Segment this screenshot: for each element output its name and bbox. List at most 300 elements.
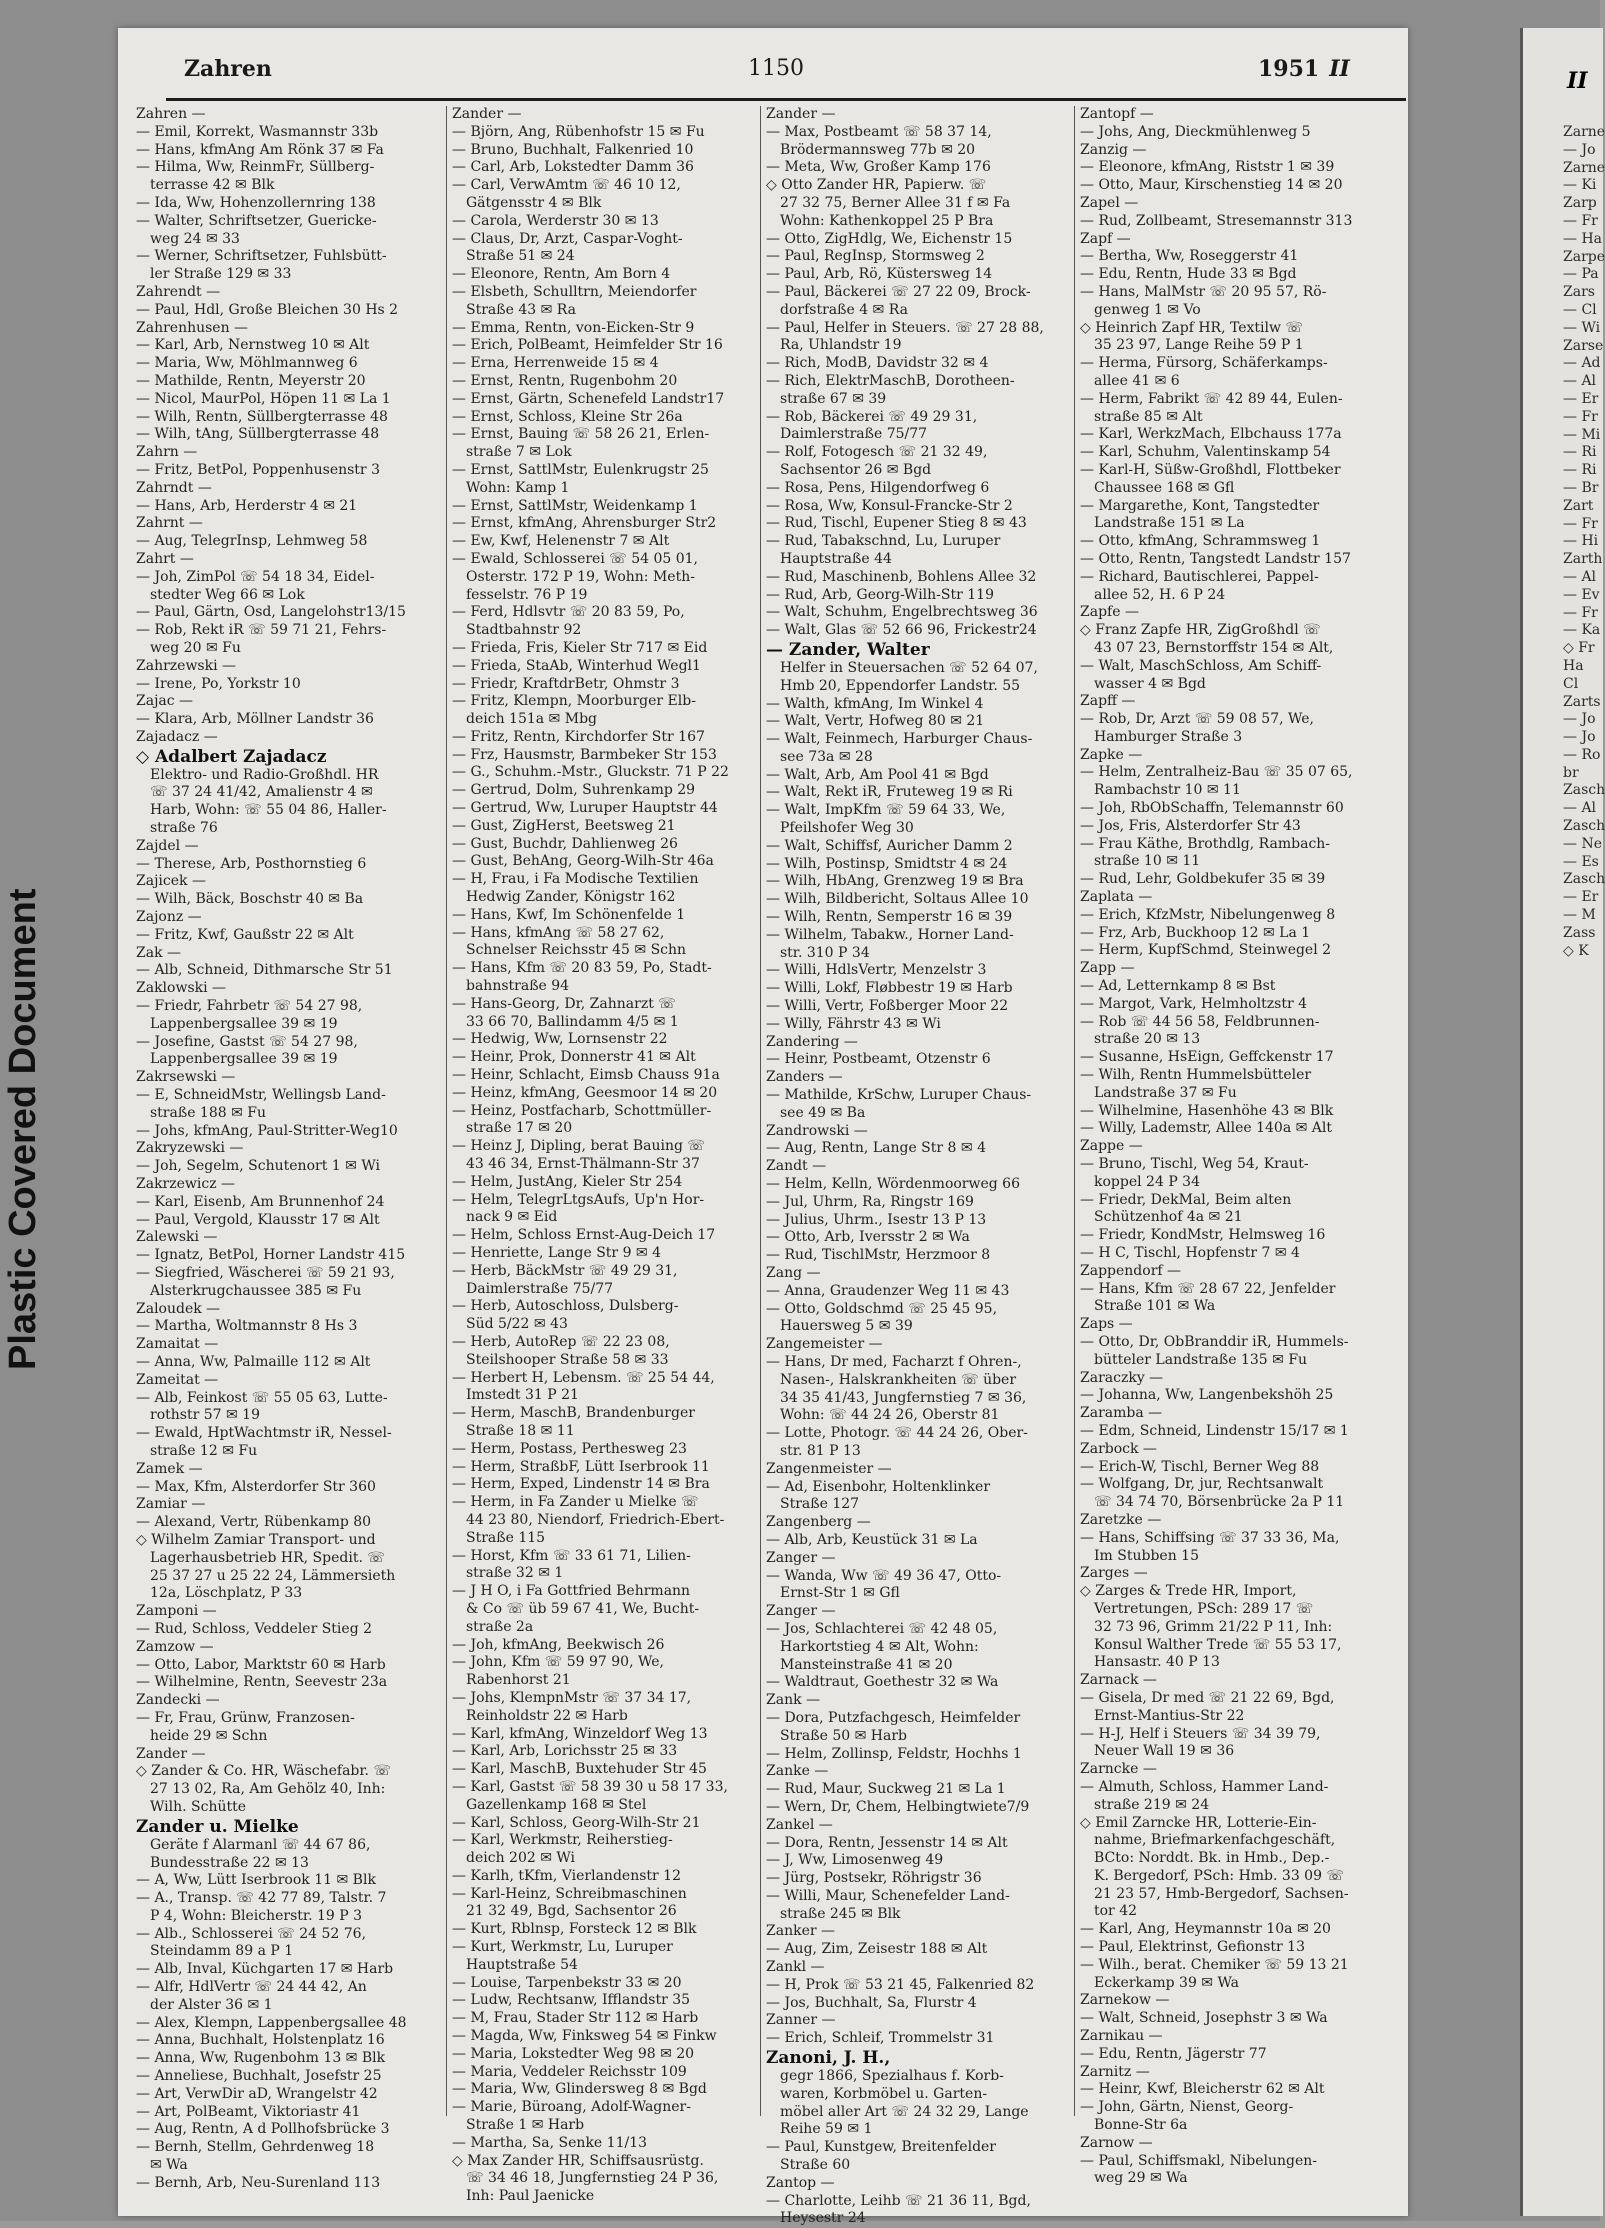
directory-entry-line: — Herbert H, Lebensm. ☏ 25 54 44,: [452, 1369, 715, 1386]
directory-entry-line: Zapp —: [1080, 960, 1135, 977]
directory-entry-line: straße 2a: [466, 1618, 534, 1635]
directory-entry-line: — Ernst, Gärtn, Schenefeld Landstr17: [452, 390, 725, 407]
directory-entry-line: — Karl-Heinz, Schreibmaschinen: [452, 1885, 687, 1902]
directory-entry-line: — Bertha, Ww, Roseggerstr 41: [1080, 248, 1299, 265]
adjacent-entry-fragment: Zarth: [1563, 551, 1603, 568]
directory-entry-line: Osterstr. 172 P 19, Wohn: Meth-: [466, 568, 695, 585]
directory-entry-line: — Louise, Tarpenbekstr 33 ✉ 20: [452, 1974, 682, 1991]
directory-entry-line: allee 52, H. 6 P 24: [1094, 586, 1226, 603]
adjacent-entry-fragment: ◇ Fr: [1563, 640, 1595, 657]
directory-entry-line: ◇ Heinrich Zapf HR, Textilw ☏: [1080, 319, 1303, 336]
adjacent-entry-fragment: — Br: [1563, 479, 1599, 496]
directory-entry-line: — Hans, kfmAng Am Rönk 37 ✉ Fa: [136, 141, 384, 158]
directory-entry-line: — Alex, Klempn, Lappenbergsallee 48: [136, 2014, 407, 2031]
directory-entry-line: — Karl, Schuhm, Valentinskamp 54: [1080, 444, 1331, 461]
directory-entry-line: Zarncke —: [1080, 1761, 1157, 1778]
adjacent-entry-fragment: Zarp: [1563, 195, 1597, 212]
directory-entry-line: — Herb, BäckMstr ☏ 49 29 31,: [452, 1262, 678, 1279]
directory-entry-line: — Wilhelmine, Hasenhöhe 43 ✉ Blk: [1080, 1102, 1334, 1119]
directory-entry-line: Zakrsewski —: [136, 1069, 236, 1086]
directory-entry-line: ◇ Max Zander HR, Schiffsausrüstg.: [452, 2152, 704, 2169]
directory-entry-line: — Otto, kfmAng, Schrammsweg 1: [1080, 533, 1321, 550]
directory-entry-line: Zanger —: [766, 1549, 836, 1566]
directory-entry-line: — Joh, kfmAng, Beekwisch 26: [452, 1636, 665, 1653]
directory-entry-line: — Hans, kfmAng ☏ 58 27 62,: [452, 924, 665, 941]
directory-entry-line: Ra, Uhlandstr 19: [780, 337, 902, 354]
directory-entry-line: 25 37 27 u 25 22 24, Lämmersieth: [150, 1567, 396, 1584]
directory-entry-line: — Otto, Maur, Kirschenstieg 14 ✉ 20: [1080, 177, 1343, 194]
directory-entry-line: Zanzig —: [1080, 141, 1147, 158]
directory-entry-line: — Karl, kfmAng, Winzeldorf Weg 13: [452, 1725, 708, 1742]
directory-entry-line: — Martha, Woltmannstr 8 Hs 3: [136, 1318, 358, 1335]
directory-entry-line: str. 81 P 13: [780, 1442, 861, 1459]
adjacent-entry-fragment: — Al: [1563, 568, 1597, 585]
directory-entry-line: — Anna, Ww, Rugenbohm 13 ✉ Blk: [136, 2050, 386, 2067]
directory-entry-line: — Wilh, Bildbericht, Soltaus Allee 10: [766, 891, 1029, 908]
directory-entry-line: waren, Korbmöbel u. Garten-: [780, 2085, 988, 2102]
directory-entry-line: — Rud, Tabakschnd, Lu, Luruper: [766, 533, 1001, 550]
directory-entry-line: — Alb, Feinkost ☏ 55 05 63, Lutte-: [136, 1389, 388, 1406]
adjacent-entry-fragment: — Fr: [1563, 515, 1598, 532]
directory-entry-line: — Fritz, Kwf, Gaußstr 22 ✉ Alt: [136, 926, 354, 943]
directory-entry-line: — Rosa, Pens, Hilgendorfweg 6: [766, 479, 990, 496]
directory-entry-line: — Ernst, kfmAng, Ahrensburger Str2: [452, 515, 717, 532]
directory-entry-line: Zalewski —: [136, 1229, 218, 1246]
directory-entry-line: — Frieda, StaAb, Winterhud Wegl1: [452, 657, 701, 674]
directory-entry-line: — Hedwig, Ww, Lornsenstr 22: [452, 1031, 668, 1048]
directory-entry-line: — Zander, Walter: [766, 639, 930, 660]
directory-entry-line: — Erna, Herrenweide 15 ✉ 4: [452, 355, 659, 372]
directory-entry-line: — Dora, Rentn, Jessenstr 14 ✉ Alt: [766, 1834, 1008, 1851]
directory-entry-line: — Herm, MaschB, Brandenburger: [452, 1405, 695, 1422]
adjacent-entry-fragment: Zarts: [1563, 693, 1601, 710]
directory-entry-line: — Rolf, Fotogesch ☏ 21 32 49,: [766, 444, 988, 461]
directory-entry-line: — Emma, Rentn, von-Eicken-Str 9: [452, 319, 695, 336]
directory-entry-line: Reihe 59 ✉ 1: [780, 2121, 873, 2138]
directory-entry-line: — Ernst, SattlMstr, Eulenkrugstr 25: [452, 461, 709, 478]
directory-entry-line: — Wilh, Rentn, Süllbergterrasse 48: [136, 408, 388, 425]
directory-entry-line: — Helm, Kelln, Wördenmoorweg 66: [766, 1176, 1020, 1193]
directory-entry-line: Hamburger Straße 3: [1094, 728, 1243, 745]
directory-entry-line: — Rud, Arb, Georg-Wilh-Str 119: [766, 586, 994, 603]
directory-entry-line: — Karl, WerkzMach, Elbchauss 177a: [1080, 426, 1342, 443]
directory-entry-line: — Willy, Fährstr 43 ✉ Wi: [766, 1015, 941, 1032]
directory-entry-line: 12a, Löschplatz, P 33: [150, 1585, 303, 1602]
header-rule: [166, 98, 1406, 101]
directory-entry-line: — Aug, Zim, Zeisestr 188 ✉ Alt: [766, 1941, 988, 1958]
directory-entry-line: — Walt, ImpKfm ☏ 59 64 33, We,: [766, 802, 1006, 819]
directory-entry-line: Harb, Wohn: ☏ 55 04 86, Haller-: [150, 802, 387, 819]
directory-entry-line: — Max, Kfm, Alsterdorfer Str 360: [136, 1478, 376, 1495]
directory-entry-line: — Art, PolBeamt, Viktoriastr 41: [136, 2103, 361, 2120]
directory-entry-line: — Karl, Werkmstr, Reiherstieg-: [452, 1832, 673, 1849]
directory-entry-line: Zahrzewski —: [136, 657, 237, 674]
adjacent-entry-fragment: — Jo: [1563, 711, 1596, 728]
directory-entry-line: — Jürg, Postsekr, Röhrigstr 36: [766, 1870, 982, 1887]
directory-entry-line: & Co ☏ üb 59 67 41, We, Bucht-: [466, 1600, 700, 1617]
directory-entry-line: — Maria, Ww, Möhlmannweg 6: [136, 355, 358, 372]
directory-entry-line: fesselstr. 76 P 19: [466, 586, 588, 603]
directory-entry-line: — Rud, TischlMstr, Herzmoor 8: [766, 1247, 991, 1264]
directory-entry-line: Zak —: [136, 944, 182, 961]
directory-entry-line: genweg 1 ✉ Vo: [1094, 301, 1201, 318]
directory-entry-line: Landstraße 151 ✉ La: [1094, 515, 1245, 532]
directory-entry-line: — Karl, Gastst ☏ 58 39 30 u 58 17 33,: [452, 1778, 728, 1795]
directory-entry-line: — Julius, Uhrm., Isestr 13 P 13: [766, 1211, 987, 1228]
directory-entry-line: — Rob ☏ 44 56 58, Feldbrunnen-: [1080, 1013, 1320, 1030]
directory-entry-line: — Frz, Hausmstr, Barmbeker Str 153: [452, 746, 717, 763]
directory-entry-line: Zajadacz —: [136, 728, 218, 745]
directory-entry-line: bahnstraße 94: [466, 978, 570, 995]
directory-entry-line: Zanke —: [766, 1763, 829, 1780]
directory-entry-line: — Wilhelm, Tabakw., Horner Land-: [766, 926, 1014, 943]
directory-entry-line: Gazellenkamp 168 ✉ Stel: [466, 1796, 647, 1813]
adjacent-entry-fragment: Ha: [1563, 657, 1584, 674]
adjacent-entry-fragment: — Ka: [1563, 622, 1601, 639]
directory-entry-line: — Mathilde, Rentn, Meyerstr 20: [136, 372, 366, 389]
directory-entry-line: — Rob, Bäckerei ☏ 49 29 31,: [766, 408, 978, 425]
directory-entry-line: — Walt, Schuhm, Engelbrechtsweg 36: [766, 604, 1038, 621]
directory-entry-line: — Martha, Sa, Senke 11/13: [452, 2134, 648, 2151]
directory-entry-line: Straße 50 ✉ Harb: [780, 1727, 907, 1744]
adjacent-entry-fragment: — Jo: [1563, 141, 1596, 158]
directory-entry-line: nack 9 ✉ Eid: [466, 1209, 558, 1226]
adjacent-page-text: [1523, 28, 1603, 960]
directory-entry-line: — Hans, Kfm ☏ 20 83 59, Po, Stadt-: [452, 960, 712, 977]
directory-entry-line: — Friedr, Fahrbetr ☏ 54 27 98,: [136, 998, 363, 1015]
directory-entry-line: — Waldtraut, Goethestr 32 ✉ Wa: [766, 1674, 999, 1691]
directory-entry-line: — Paul, Vergold, Klausstr 17 ✉ Alt: [136, 1211, 380, 1228]
directory-entry-line: Mansteinstraße 41 ✉ 20: [780, 1656, 953, 1673]
directory-entry-line: — Karl-H, Süßw-Großhdl, Flottbeker: [1080, 461, 1341, 478]
directory-entry-line: — Willy, Lademstr, Allee 140a ✉ Alt: [1080, 1120, 1333, 1137]
directory-entry-line: — Rud, Zollbeamt, Stresemannstr 313: [1080, 212, 1353, 229]
directory-entry-line: Zandt —: [766, 1158, 827, 1175]
directory-entry-line: — Ad, Letternkamp 8 ✉ Bst: [1080, 978, 1276, 995]
directory-entry-line: — Paul, Bäckerei ☏ 27 22 09, Brock-: [766, 283, 1031, 300]
directory-entry-line: — Rich, ElektrMaschB, Dorotheen-: [766, 372, 1015, 389]
directory-entry-line: — Paul, Hdl, Große Bleichen 30 Hs 2: [136, 301, 399, 318]
directory-entry-line: Bundesstraße 22 ✉ 13: [150, 1854, 309, 1871]
directory-entry-line: — Magda, Ww, Finksweg 54 ✉ Finkw: [452, 2028, 717, 2045]
directory-entry-line: 27 32 75, Berner Allee 31 f ✉ Fa: [780, 194, 1011, 211]
directory-entry-line: straße 188 ✉ Fu: [150, 1104, 267, 1121]
directory-entry-line: nahme, Briefmarkenfachgeschäft,: [1094, 1832, 1336, 1849]
directory-entry-line: — Hans, MalMstr ☏ 20 95 57, Rö-: [1080, 283, 1327, 300]
adjacent-entry-fragment: — Fr: [1563, 604, 1598, 621]
directory-entry-line: — Werner, Schriftsetzer, Fuhlsbütt-: [136, 248, 387, 265]
directory-entry-line: Hauptstraße 54: [466, 1956, 578, 1973]
directory-entry-line: — Ernst, Bauing ☏ 58 26 21, Erlen-: [452, 426, 710, 443]
directory-entry-line: — H C, Tischl, Hopfenstr 7 ✉ 4: [1080, 1245, 1300, 1261]
directory-entry-line: Zanger —: [766, 1603, 836, 1620]
directory-entry-line: — Herm, StraßbF, Lütt Iserbrook 11: [452, 1458, 710, 1475]
directory-entry-line: Vertretungen, PSch: 289 17 ☏: [1094, 1600, 1314, 1617]
directory-entry-line: — Herm, Fabrikt ☏ 42 89 44, Eulen-: [1080, 390, 1343, 407]
adjacent-entry-fragment: — Fr: [1563, 408, 1598, 425]
directory-entry-line: — Margarethe, Kont, Tangstedter: [1080, 497, 1320, 514]
directory-entry-line: — Horst, Kfm ☏ 33 61 71, Lilien-: [452, 1547, 691, 1564]
directory-entry-line: — Ludw, Rechtsanw, Ifflandstr 35: [452, 1992, 691, 2009]
directory-entry-line: — Dora, Putzfachgesch, Heimfelder: [766, 1709, 1021, 1726]
directory-entry-line: terrasse 42 ✉ Blk: [150, 177, 275, 194]
directory-entry-line: — M, Frau, Stader Str 112 ✉ Harb: [452, 2010, 699, 2027]
directory-entry-line: — Gust, Buchdr, Dahlienweg 26: [452, 835, 678, 852]
directory-entry-line: — Bernh, Stellm, Gehrdenweg 18: [136, 2139, 375, 2156]
directory-entry-line: Zajdel —: [136, 837, 199, 854]
directory-entry-line: Zahrendt —: [136, 283, 221, 300]
directory-entry-line: Straße 101 ✉ Wa: [1094, 1298, 1216, 1315]
directory-entry-line: 32 73 96, Grimm 21/22 P 11, Inh:: [1094, 1618, 1333, 1635]
directory-entry-line: — Herb, Autoschloss, Dulsberg-: [452, 1298, 679, 1315]
directory-entry-line: Zander —: [136, 1745, 206, 1762]
directory-entry-line: Wohn: ☏ 44 24 26, Oberstr 81: [780, 1407, 1000, 1424]
directory-entry-line: Zahrnt —: [136, 515, 203, 532]
directory-entry-line: — Gisela, Dr med ☏ 21 22 69, Bgd,: [1080, 1689, 1335, 1706]
directory-entry-line: — Bernh, Arb, Neu-Surenland 113: [136, 2174, 381, 2191]
directory-entry-line: — Rud, Schloss, Veddeler Stieg 2: [136, 1620, 373, 1637]
directory-entry-line: straße 7 ✉ Lok: [466, 444, 572, 461]
directory-entry-line: — Walt, Glas ☏ 52 66 96, Frickestr24: [766, 622, 1037, 639]
directory-entry-line: — Otto, Rentn, Tangstedt Landstr 157: [1080, 550, 1351, 567]
directory-entry-line: — Max, Postbeamt ☏ 58 37 14,: [766, 123, 992, 140]
directory-page: [118, 28, 1408, 2227]
directory-entry-line: 21 23 57, Hmb-Bergedorf, Sachsen-: [1094, 1885, 1349, 1902]
directory-entry-line: — Rob, Dr, Arzt ☏ 59 08 57, We,: [1080, 711, 1315, 728]
directory-entry-line: — J, Ww, Limosenweg 49: [766, 1852, 944, 1869]
directory-entry-line: Zanders —: [766, 1069, 843, 1086]
directory-entry-line: — Wanda, Ww ☏ 49 36 47, Otto-: [766, 1567, 1002, 1584]
directory-entry-line: Rabenhorst 21: [466, 1672, 571, 1689]
directory-entry-line: — Maria, Veddeler Reichsstr 109: [452, 2063, 687, 2080]
directory-entry-line: deich 151a ✉ Mbg: [466, 711, 597, 728]
directory-entry-line: — Erich, Schleif, Trommelstr 31: [766, 2030, 995, 2047]
directory-entry-line: ☏ 34 74 70, Börsenbrücke 2a P 11: [1094, 1494, 1345, 1511]
directory-entry-line: — Anneliese, Buchhalt, Josefstr 25: [136, 2068, 382, 2085]
directory-entry-line: — Jul, Uhrm, Ra, Ringstr 169: [766, 1193, 974, 1210]
directory-entry-line: Hmb 20, Eppendorfer Landstr. 55: [780, 677, 1021, 694]
directory-entry-line: — Maria, Lokstedter Weg 98 ✉ 20: [452, 2045, 695, 2062]
directory-entry-line: — Paul, RegInsp, Stormsweg 2: [766, 248, 985, 265]
directory-entry-line: — Herm, KupfSchmd, Steinwegel 2: [1080, 942, 1332, 959]
directory-entry-line: — Willi, HdlsVertr, Menzelstr 3: [766, 962, 987, 979]
directory-entry-line: Zandering —: [766, 1033, 858, 1050]
directory-entry-line: — Alfr, HdlVertr ☏ 24 44 42, An: [136, 1979, 367, 1996]
directory-entry-line: — Rud, Tischl, Eupener Stieg 8 ✉ 43: [766, 515, 1027, 532]
page-number: 1150: [748, 56, 804, 81]
directory-entry-line: Zarnow —: [1080, 2134, 1153, 2151]
directory-entry-line: Zarnikau —: [1080, 2028, 1163, 2045]
directory-entry-line: — Nicol, MaurPol, Höpen 11 ✉ La 1: [136, 390, 391, 407]
directory-entry-line: see 49 ✉ Ba: [780, 1104, 866, 1121]
directory-entry-line: Zarbock —: [1080, 1440, 1157, 1457]
directory-entry-line: — Jos, Buchhalt, Sa, Flurstr 4: [766, 1994, 977, 2011]
directory-entry-line: Konsul Walther Trede ☏ 55 53 17,: [1094, 1636, 1342, 1653]
directory-entry-line: — Walter, Schriftsetzer, Guericke-: [136, 212, 377, 229]
directory-entry-line: — Erich, KfzMstr, Nibelungenweg 8: [1080, 906, 1336, 923]
directory-entry-line: Wilh. Schütte: [150, 1798, 247, 1815]
directory-entry-line: — Mathilde, KrSchw, Luruper Chaus-: [766, 1087, 1032, 1104]
directory-entry-line: — Rob, Rekt iR ☏ 59 71 21, Fehrs-: [136, 622, 387, 639]
directory-entry-line: — Aug, Rentn, Lange Str 8 ✉ 4: [766, 1140, 986, 1157]
directory-entry-line: Harkortstieg 4 ✉ Alt, Wohn:: [780, 1638, 979, 1655]
directory-entry-line: straße 67 ✉ 39: [780, 390, 887, 407]
directory-entry-line: möbel aller Art ☏ 24 32 29, Lange: [780, 2103, 1029, 2120]
directory-entry-line: Zapff —: [1080, 693, 1136, 710]
directory-entry-line: — Hans, Schiffsing ☏ 37 33 36, Ma,: [1080, 1529, 1340, 1546]
directory-entry-line: Zapke —: [1080, 746, 1143, 763]
directory-entry-line: — Ernst, Schloss, Kleine Str 26a: [452, 408, 683, 425]
directory-entry-line: — Joh, Segelm, Schutenort 1 ✉ Wi: [136, 1158, 380, 1175]
directory-entry-line: — Gust, ZigHerst, Beetsweg 21: [452, 817, 676, 834]
column-divider: [760, 106, 761, 2116]
directory-entry-line: — Frz, Arb, Buckhoop 12 ✉ La 1: [1080, 924, 1311, 941]
directory-entry-line: — Lotte, Photogr. ☏ 44 24 26, Ober-: [766, 1425, 1028, 1442]
directory-entry-line: — Otto, ZigHdlg, We, Eichenstr 15: [766, 230, 1013, 247]
directory-entry-line: — Joh, RbObSchaffn, Telemannstr 60: [1080, 800, 1344, 817]
directory-entry-line: — Rud, Maur, Suckweg 21 ✉ La 1: [766, 1781, 1006, 1798]
directory-entry-line: — J H O, i Fa Gottfried Behrmann: [452, 1583, 691, 1600]
directory-entry-line: Zanker —: [766, 1923, 836, 1940]
adjacent-entry-fragment: — Es: [1563, 853, 1599, 870]
directory-entry-line: — Joh, ZimPol ☏ 54 18 34, Eidel-: [136, 568, 375, 585]
adjacent-entry-fragment: Zasch: [1563, 871, 1605, 888]
adjacent-entry-fragment: — Wi: [1563, 319, 1601, 336]
adjacent-page-edge: [1520, 28, 1603, 2216]
directory-entry-line: Zajicek —: [136, 873, 206, 890]
directory-entry-line: ☏ 34 46 18, Jungfernstieg 24 P 36,: [466, 2170, 719, 2187]
directory-entry-line: Zaplata —: [1080, 889, 1153, 906]
directory-entry-line: — Karl, Eisenb, Am Brunnenhof 24: [136, 1193, 385, 1210]
directory-entry-line: Imstedt 31 P 21: [466, 1387, 579, 1404]
directory-entry-line: — Otto, Labor, Marktstr 60 ✉ Harb: [136, 1656, 386, 1673]
directory-entry-line: gegr 1866, Spezialhaus f. Korb-: [780, 2068, 1004, 2085]
directory-entry-line: — Friedr, DekMal, Beim alten: [1080, 1191, 1292, 1208]
directory-entry-line: — A., Transp. ☏ 42 77 89, Talstr. 7: [136, 1890, 387, 1907]
directory-entry-line: — Almuth, Schloss, Hammer Land-: [1080, 1778, 1329, 1795]
directory-entry-line: Alsterkrugchaussee 385 ✉ Fu: [150, 1282, 362, 1299]
directory-entry-line: Lappenbergsallee 39 ✉ 19: [150, 1015, 338, 1032]
directory-entry-line: — Heinz J, Dipling, berat Bauing ☏: [452, 1138, 705, 1155]
adjacent-entry-fragment: — Cl: [1563, 301, 1597, 318]
directory-entry-line: Zakryzewski —: [136, 1140, 244, 1157]
directory-entry-line: — Hans, Kfm ☏ 28 67 22, Jenfelder: [1080, 1280, 1336, 1297]
directory-entry-line: Straße 1 ✉ Harb: [466, 2117, 585, 2134]
directory-entry-line: Zajonz —: [136, 909, 202, 926]
column-4: [1080, 106, 1380, 2188]
directory-entry-line: straße 20 ✉ 13: [1094, 1031, 1201, 1048]
column-divider: [446, 106, 447, 2116]
directory-entry-line: 43 46 34, Ernst-Thälmann-Str 37: [466, 1156, 700, 1173]
directory-entry-line: Schnelser Reichsstr 45 ✉ Schn: [466, 942, 687, 959]
adjacent-entry-fragment: Zasch: [1563, 782, 1605, 799]
adjacent-entry-fragment: — Al: [1563, 373, 1597, 390]
directory-entry-line: Zaklowski —: [136, 980, 227, 997]
directory-entry-line: — Marie, Büroang, Adolf-Wagner-: [452, 2099, 691, 2116]
directory-entry-line: Im Stubben 15: [1094, 1547, 1199, 1564]
directory-entry-line: Chaussee 168 ✉ Gfl: [1094, 479, 1235, 496]
directory-entry-line: wasser 4 ✉ Bgd: [1094, 675, 1206, 692]
directory-entry-line: ◇ Zander & Co. HR, Wäschefabr. ☏: [136, 1763, 391, 1780]
directory-entry-line: — Ferd, Hdlsvtr ☏ 20 83 59, Po,: [452, 604, 685, 621]
directory-entry-line: — Kurt, Rblnsp, Forsteck 12 ✉ Blk: [452, 1921, 697, 1938]
directory-entry-line: Zajac —: [136, 693, 194, 710]
directory-entry-line: — John, Gärtn, Nienst, Georg-: [1080, 2099, 1294, 2116]
adjacent-entry-fragment: — M: [1563, 907, 1596, 924]
directory-entry-line: weg 24 ✉ 33: [150, 230, 240, 247]
directory-entry-line: ☏ 37 24 41/42, Amalienstr 4 ✉: [150, 784, 373, 801]
directory-entry-line: Lagerhausbetrieb HR, Spedit. ☏: [150, 1549, 385, 1566]
directory-entry-line: straße 245 ✉ Blk: [780, 1905, 901, 1922]
directory-entry-line: Steilshooper Straße 58 ✉ 33: [466, 1351, 669, 1368]
directory-entry-line: — H-J, Helf i Steuers ☏ 34 39 79,: [1080, 1725, 1321, 1742]
directory-entry-line: Ernst-Str 1 ✉ Gfl: [780, 1585, 900, 1602]
adjacent-entry-fragment: — Ki: [1563, 177, 1597, 194]
directory-entry-line: 33 66 70, Ballindamm 4/5 ✉ 1: [466, 1013, 679, 1030]
directory-entry-line: Straße 43 ✉ Ra: [466, 301, 576, 318]
directory-entry-line: — Johs, kfmAng, Paul-Stritter-Weg10: [136, 1122, 398, 1139]
directory-entry-line: — Helm, JustAng, Kieler Str 254: [452, 1173, 683, 1190]
adjacent-entry-fragment: — Ro: [1563, 746, 1601, 763]
directory-entry-line: — Ernst, Rentn, Rugenbohm 20: [452, 372, 678, 389]
directory-entry-line: Zander —: [766, 106, 836, 122]
directory-entry-line: ✉ Wa: [150, 2157, 188, 2174]
directory-entry-line: — Heinr, Prok, Donnerstr 41 ✉ Alt: [452, 1049, 696, 1066]
directory-entry-line: K. Bergedorf, PSch: Hmb. 33 09 ☏: [1094, 1867, 1344, 1884]
directory-entry-line: — Rosa, Ww, Konsul-Francke-Str 2: [766, 497, 1013, 514]
directory-entry-line: — Alb, Inval, Küchgarten 17 ✉ Harb: [136, 1961, 394, 1978]
directory-entry-line: straße 85 ✉ Alt: [1094, 408, 1203, 425]
directory-entry-line: Landstraße 37 ✉ Fu: [1094, 1084, 1237, 1101]
adjacent-entry-fragment: — Pa: [1563, 266, 1599, 283]
directory-entry-line: — Ignatz, BetPol, Horner Landstr 415: [136, 1247, 406, 1264]
directory-entry-line: Geräte f Alarmanl ☏ 44 67 86,: [150, 1836, 371, 1853]
directory-entry-line: Zangenberg —: [766, 1514, 871, 1531]
directory-entry-line: — Fritz, BetPol, Poppenhusenstr 3: [136, 461, 380, 478]
directory-entry-line: Ernst-Mantius-Str 22: [1094, 1707, 1245, 1724]
directory-entry-line: — Paul, Kunstgew, Breitenfelder: [766, 2139, 997, 2156]
adjacent-entry-fragment: Zarne: [1563, 124, 1605, 140]
side-label: [2, 1310, 45, 1370]
directory-entry-line: — Johs, Ang, Dieckmühlenweg 5: [1080, 123, 1311, 140]
directory-entry-line: — Heinr, Postbeamt, Otzenstr 6: [766, 1051, 991, 1068]
directory-entry-line: Zandecki —: [136, 1692, 220, 1709]
directory-entry-line: Straße 51 ✉ 24: [466, 248, 575, 265]
directory-entry-line: Zanoni, J. H.,: [766, 2048, 891, 2069]
directory-entry-line: BCto: Norddt. Bk. in Hmb., Dep.-: [1094, 1850, 1330, 1867]
directory-entry-line: — Karlh, tKfm, Vierlandenstr 12: [452, 1867, 681, 1884]
year-label: [1258, 56, 1350, 82]
directory-entry-line: — Ad, Eisenbohr, Holtenklinker: [766, 1478, 991, 1495]
directory-entry-line: 44 23 80, Niendorf, Friedrich-Ebert-: [466, 1511, 725, 1528]
column-3: [766, 106, 1066, 2228]
directory-entry-line: — Wilh, Rentn, Semperstr 16 ✉ 39: [766, 909, 1013, 926]
directory-entry-line: — Charlotte, Leihb ☏ 21 36 11, Bgd,: [766, 2192, 1031, 2209]
directory-entry-line: — Wilh, Bäck, Boschstr 40 ✉ Ba: [136, 891, 364, 908]
directory-entry-line: — Helm, Schloss Ernst-Aug-Deich 17: [452, 1227, 716, 1244]
directory-entry-line: — Otto, Goldschmd ☏ 25 45 95,: [766, 1300, 998, 1317]
directory-entry-line: Zamponi —: [136, 1603, 217, 1620]
adjacent-entry-fragment: Zart: [1563, 497, 1594, 514]
directory-entry-line: — Gertrud, Dolm, Suhrenkamp 29: [452, 782, 696, 799]
directory-entry-line: see 73a ✉ 28: [780, 748, 873, 765]
adjacent-entry-fragment: ◇ K: [1563, 942, 1589, 959]
directory-entry-line: — Walt, Vertr, Hofweg 80 ✉ 21: [766, 713, 985, 730]
directory-entry-line: — Herma, Fürsorg, Schäferkamps-: [1080, 355, 1328, 372]
directory-entry-line: — Carl, Arb, Lokstedter Damm 36: [452, 159, 694, 176]
directory-entry-line: — Erich, PolBeamt, Heimfelder Str 16: [452, 337, 723, 354]
directory-entry-line: bütteler Landstraße 135 ✉ Fu: [1094, 1351, 1308, 1368]
